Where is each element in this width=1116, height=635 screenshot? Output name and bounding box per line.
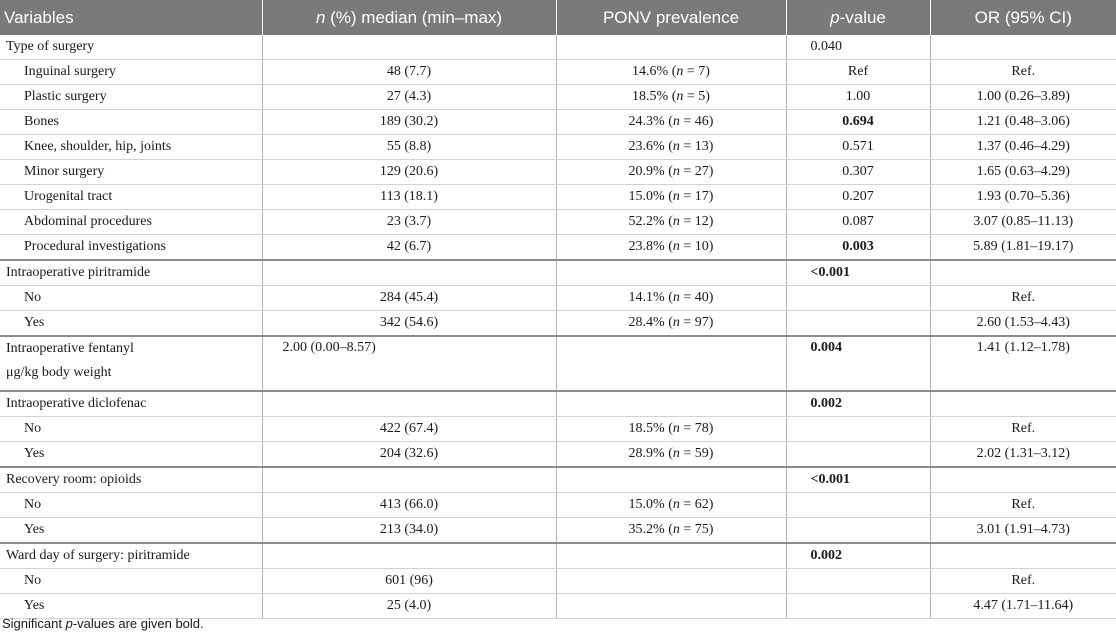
table-row <box>0 518 1116 544</box>
p-value: 0.694 <box>786 110 930 135</box>
p-value: 0.040 <box>786 35 930 60</box>
or-value: 1.65 (0.63–4.29) <box>930 160 1116 185</box>
table-row <box>0 160 1116 185</box>
n-value: 213 (34.0) <box>262 518 556 544</box>
n-value: 55 (8.8) <box>262 135 556 160</box>
or-value: 2.60 (1.53–4.43) <box>930 311 1116 337</box>
n-value: 284 (45.4) <box>262 286 556 311</box>
n-value: 601 (96) <box>262 569 556 594</box>
n-value: 23 (3.7) <box>262 210 556 235</box>
or-value: 1.37 (0.46–4.29) <box>930 135 1116 160</box>
row-label: Recovery room: opioids <box>0 467 262 493</box>
row-label: Yes <box>0 518 262 544</box>
ponv-value: 24.3% (n = 46) <box>556 110 786 135</box>
table-row <box>0 35 1116 60</box>
or-value: 5.89 (1.81–19.17) <box>930 235 1116 261</box>
n-value: 129 (20.6) <box>262 160 556 185</box>
or-value: 4.47 (1.71–11.64) <box>930 594 1116 619</box>
table-row <box>0 210 1116 235</box>
ponv-value: 18.5% (n = 78) <box>556 417 786 442</box>
n-value: 422 (67.4) <box>262 417 556 442</box>
table-row <box>0 336 1116 391</box>
or-value: Ref. <box>930 493 1116 518</box>
p-value: 0.002 <box>786 391 930 417</box>
table-row <box>0 110 1116 135</box>
ponv-value: 23.6% (n = 13) <box>556 135 786 160</box>
ponv-value: 15.0% (n = 17) <box>556 185 786 210</box>
p-value: 0.087 <box>786 210 930 235</box>
ponv-value: 35.2% (n = 75) <box>556 518 786 544</box>
or-value: 3.01 (1.91–4.73) <box>930 518 1116 544</box>
n-value: 2.00 (0.00–8.57) <box>262 336 556 391</box>
row-label: No <box>0 286 262 311</box>
n-value: 25 (4.0) <box>262 594 556 619</box>
n-value: 342 (54.6) <box>262 311 556 337</box>
p-value: 0.207 <box>786 185 930 210</box>
or-value: Ref. <box>930 569 1116 594</box>
n-value: 189 (30.2) <box>262 110 556 135</box>
row-label: Yes <box>0 311 262 337</box>
ponv-value: 15.0% (n = 62) <box>556 493 786 518</box>
row-label: Inguinal surgery <box>0 60 262 85</box>
row-label: Intraoperative fentanyl μg/kg body weight <box>0 336 262 391</box>
row-label: Abdominal procedures <box>0 210 262 235</box>
table-footnote: Significant p-values are given bold. <box>2 616 204 631</box>
ponv-value: 28.9% (n = 59) <box>556 442 786 468</box>
or-value: 2.02 (1.31–3.12) <box>930 442 1116 468</box>
ponv-value: 28.4% (n = 97) <box>556 311 786 337</box>
row-label: Urogenital tract <box>0 185 262 210</box>
or-value: 1.41 (1.12–1.78) <box>930 336 1116 391</box>
p-value: 0.004 <box>786 336 930 391</box>
header-ponv: PONV prevalence <box>556 0 786 35</box>
p-value: 1.00 <box>786 85 930 110</box>
header-n: n (%) median (min–max) <box>262 0 556 35</box>
ponv-value: 20.9% (n = 27) <box>556 160 786 185</box>
row-label: No <box>0 417 262 442</box>
header-or: OR (95% CI) <box>930 0 1116 35</box>
or-value: Ref. <box>930 286 1116 311</box>
table-row <box>0 286 1116 311</box>
table-row <box>0 594 1116 619</box>
table-row <box>0 135 1116 160</box>
or-value: 1.93 (0.70–5.36) <box>930 185 1116 210</box>
row-label: Intraoperative diclofenac <box>0 391 262 417</box>
row-label: Type of surgery <box>0 35 262 60</box>
n-value: 48 (7.7) <box>262 60 556 85</box>
p-value: <0.001 <box>786 467 930 493</box>
p-value: 0.571 <box>786 135 930 160</box>
table-row <box>0 417 1116 442</box>
ponv-value: 23.8% (n = 10) <box>556 235 786 261</box>
row-label: Yes <box>0 594 262 619</box>
n-value: 42 (6.7) <box>262 235 556 261</box>
p-value: Ref <box>786 60 930 85</box>
table-row <box>0 391 1116 417</box>
header-row <box>0 0 1116 35</box>
row-label: Yes <box>0 442 262 468</box>
row-label: No <box>0 569 262 594</box>
or-value: 3.07 (0.85–11.13) <box>930 210 1116 235</box>
ponv-value: 14.1% (n = 40) <box>556 286 786 311</box>
row-label: Knee, shoulder, hip, joints <box>0 135 262 160</box>
header-p-value: p-value <box>786 0 930 35</box>
ponv-value: 18.5% (n = 5) <box>556 85 786 110</box>
table-row <box>0 260 1116 286</box>
table-row <box>0 442 1116 468</box>
table-row <box>0 60 1116 85</box>
row-label: Procedural investigations <box>0 235 262 261</box>
or-value: Ref. <box>930 60 1116 85</box>
table-row <box>0 467 1116 493</box>
p-value: 0.002 <box>786 543 930 569</box>
header-variables: Variables <box>0 0 262 35</box>
p-value: 0.003 <box>786 235 930 261</box>
table-row <box>0 311 1116 337</box>
n-value: 113 (18.1) <box>262 185 556 210</box>
row-label: Ward day of surgery: piritramide <box>0 543 262 569</box>
p-value: <0.001 <box>786 260 930 286</box>
n-value: 204 (32.6) <box>262 442 556 468</box>
row-label: Intraoperative piritramide <box>0 260 262 286</box>
table-row <box>0 85 1116 110</box>
table-row <box>0 185 1116 210</box>
row-label: Plastic surgery <box>0 85 262 110</box>
row-label: No <box>0 493 262 518</box>
ponv-value: 14.6% (n = 7) <box>556 60 786 85</box>
ponv-value: 52.2% (n = 12) <box>556 210 786 235</box>
table-row <box>0 543 1116 569</box>
or-value: 1.00 (0.26–3.89) <box>930 85 1116 110</box>
or-value: Ref. <box>930 417 1116 442</box>
n-value: 413 (66.0) <box>262 493 556 518</box>
n-value: 27 (4.3) <box>262 85 556 110</box>
row-label: Bones <box>0 110 262 135</box>
table-row <box>0 235 1116 261</box>
table-row <box>0 569 1116 594</box>
or-value: 1.21 (0.48–3.06) <box>930 110 1116 135</box>
row-label: Minor surgery <box>0 160 262 185</box>
table-row <box>0 493 1116 518</box>
p-value: 0.307 <box>786 160 930 185</box>
